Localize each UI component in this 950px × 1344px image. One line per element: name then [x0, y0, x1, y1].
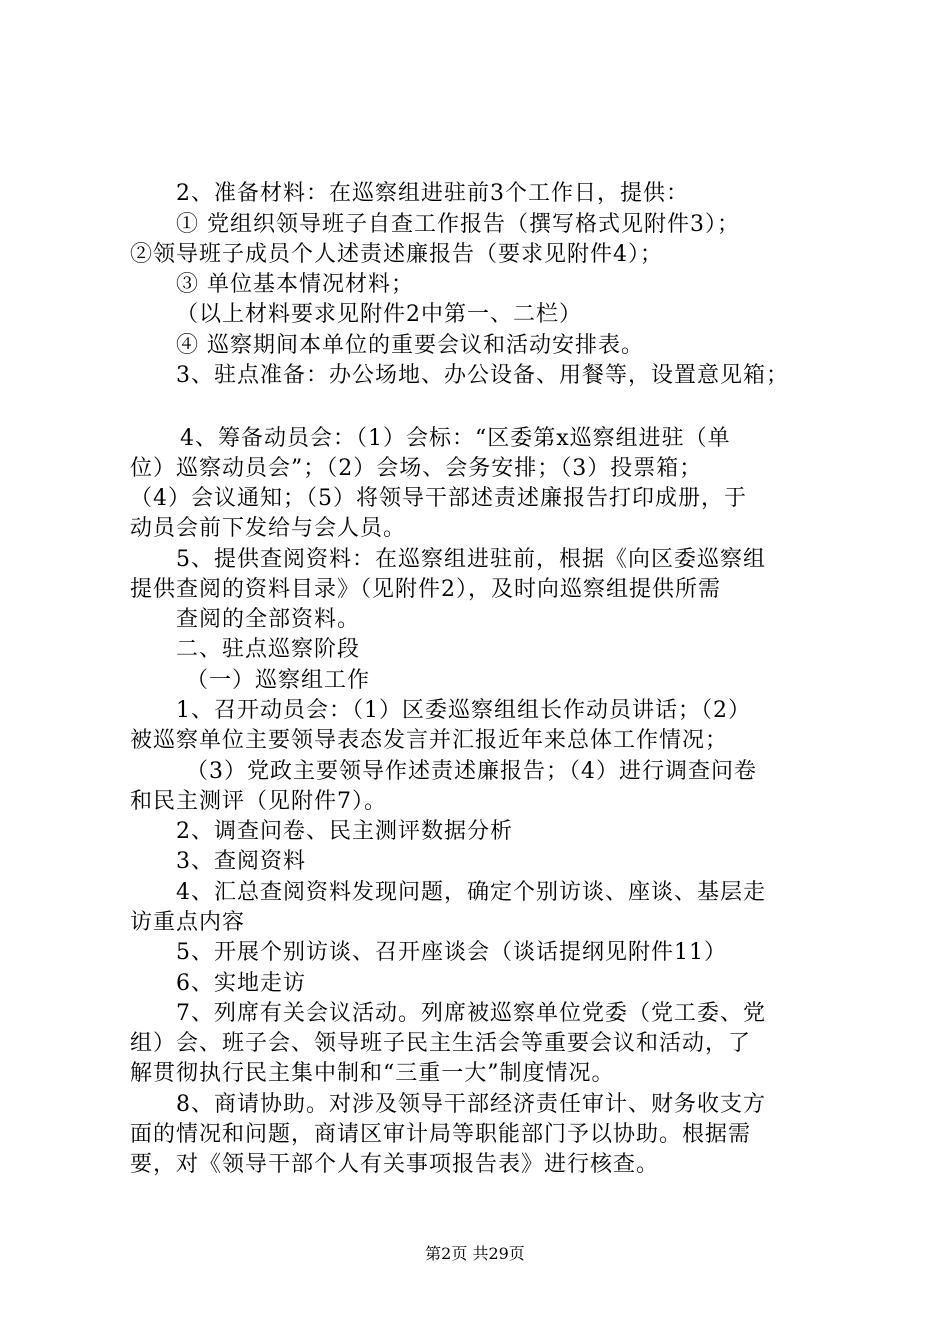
text-line: 5、提供查阅资料：在巡察组进驻前，根据《向区委巡察组	[176, 547, 766, 572]
text-line: 6、实地走访	[176, 971, 306, 996]
text-line: ① 党组织领导班子自查工作报告（撰写格式见附件3）；	[176, 212, 740, 237]
text-line: 1、召开动员会：（1）区委巡察组组长作动员讲话；（2）	[176, 698, 751, 723]
page-number-footer: 第2页 共29页	[425, 1244, 525, 1263]
text-line: 面的情况和问题，商请区审计局等职能部门予以协助。根据需	[130, 1122, 752, 1147]
text-line: ②领导班子成员个人述责述廉报告（要求见附件4）；	[130, 242, 663, 267]
text-line: （以上材料要求见附件2中第一、二栏）	[176, 302, 582, 327]
text-line: 解贯彻执行民主集中制和“三重一大”制度情况。	[130, 1061, 615, 1086]
text-line: 4、汇总查阅资料发现问题，确定个别访谈、座谈、基层走	[176, 880, 766, 905]
text-line: ④ 巡察期间本单位的重要会议和活动安排表。	[176, 333, 644, 358]
text-line: 组）会、班子会、领导班子民主生活会等重要会议和活动，了	[130, 1031, 752, 1056]
text-line: 被巡察单位主要领导表态发言并汇报近年来总体工作情况；	[130, 728, 729, 753]
text-line: （4）会议通知；（5）将领导干部述责述廉报告打印成册，于	[130, 486, 747, 511]
text-line: 位）巡察动员会”；（2）会场、会务安排；（3）投票箱；	[130, 456, 703, 481]
text-line: 动员会前下发给与会人员。	[130, 516, 407, 541]
text-line: 2、准备材料：在巡察组进驻前3个工作日，提供：	[176, 181, 689, 206]
text-line: ③ 单位基本情况材料；	[176, 272, 414, 297]
text-line: 要，对《领导干部个人有关事项报告表》进行核查。	[130, 1152, 660, 1177]
text-line: 2、调查问卷、民主测评数据分析	[176, 819, 513, 844]
text-line: 和民主测评（见附件7）。	[130, 789, 387, 814]
text-line: 访重点内容	[130, 910, 246, 935]
text-line: （3）党政主要领导作述责述廉报告；（4）进行调查问卷	[186, 759, 757, 784]
text-line: 提供查阅的资料目录》（见附件2），及时向巡察组提供所需	[130, 577, 721, 602]
text-line: 查阅的全部资料。	[176, 607, 361, 632]
text-line: 5、开展个别访谈、召开座谈会（谈话提纲见附件11）	[176, 940, 727, 965]
section-heading: 二、驻点巡察阶段	[176, 637, 361, 662]
text-line: 7、列席有关会议活动。列席被巡察单位党委（党工委、党	[176, 1001, 766, 1026]
text-line: 8、商请协助。对涉及领导干部经济责任审计、财务收支方	[176, 1092, 766, 1117]
text-line: 3、驻点准备：办公场地、办公设备、用餐等，设置意见箱；	[176, 363, 789, 388]
subsection-heading: （一）巡察组工作	[186, 668, 371, 693]
text-line: 4、筹备动员会：（1）会标：“区委第x巡察组进驻（单	[180, 426, 731, 451]
text-line: 3、查阅资料	[176, 849, 306, 874]
